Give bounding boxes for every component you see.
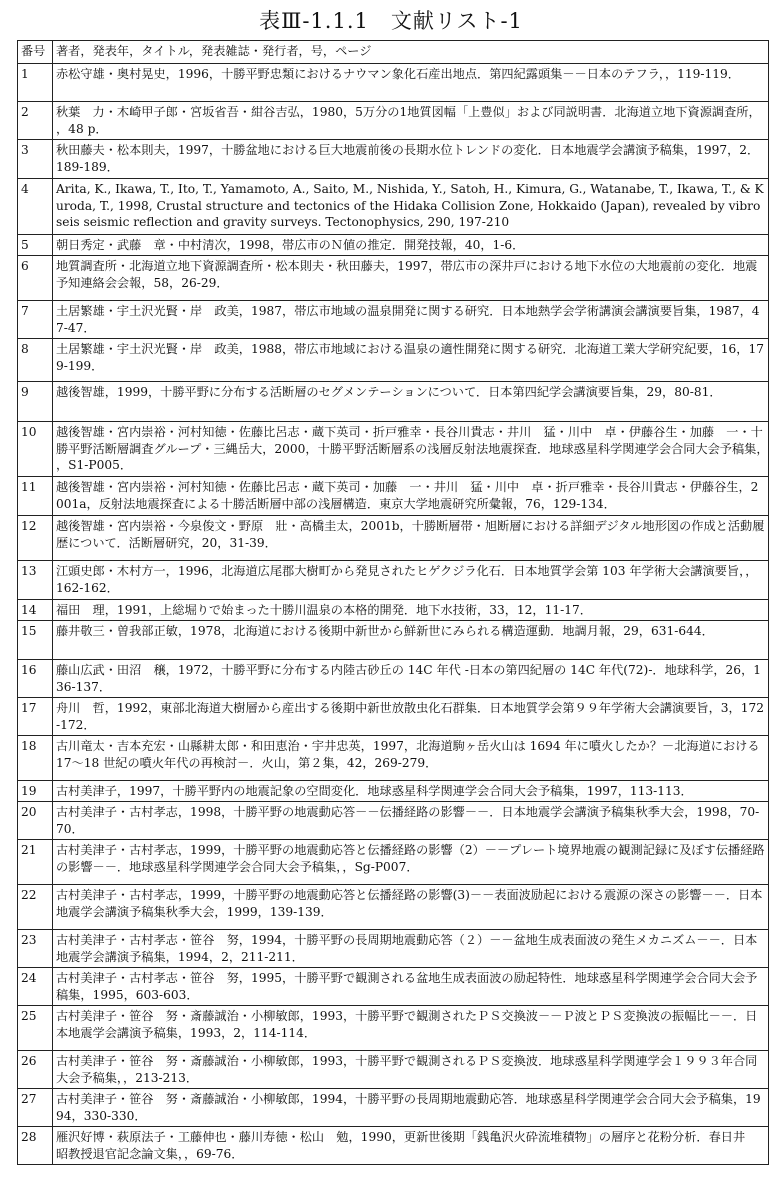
table-row — [18, 1089, 769, 1127]
reference-number: 24 — [18, 968, 53, 1006]
reference-citation: 越後智雄，1999，十勝平野に分布する活断層のセグメンテーションについて．日本第四紀学会講演要旨集，29，80-81． — [53, 382, 769, 422]
reference-number: 2 — [18, 102, 53, 140]
reference-number: 6 — [18, 256, 53, 301]
table-row — [18, 339, 769, 382]
table-row — [18, 179, 769, 235]
reference-number: 17 — [18, 698, 53, 736]
reference-citation: Arita, K., Ikawa, T., Ito, T., Yamamoto, A., Saito, M., Nishida, Y., Satoh, H., Kimura, G., Watanabe, T., Ikawa, T., & Kuroda, T., 1998, Crustal structure and tectonics of the Hidaka Collision Zone, Hokkaido (Japan), revealed by vibroseis seismic reflection and gravity surveys. Tectonophysics, 290, 197-210 — [53, 179, 769, 235]
reference-citation: 地質調査所・北海道立地下資源調査所・松本則夫・秋田藤夫，1997，帯広市の深井戸における地下水位の大地震前の変化．地震予知連絡会会報，58，26-29． — [53, 256, 769, 301]
reference-number: 1 — [18, 64, 53, 102]
table-row — [18, 802, 769, 840]
table-row — [18, 660, 769, 698]
reference-number: 19 — [18, 781, 53, 802]
reference-citation: 古村美津子・笹谷 努・斎藤誠治・小柳敏郎，1993，十勝平野で観測されるＰＳ変換波．地球惑星科学関連学会１９９３年合同大会予稿集，，213-213． — [53, 1051, 769, 1089]
reference-number: 4 — [18, 179, 53, 235]
table-row — [18, 382, 769, 422]
reference-number: 18 — [18, 736, 53, 781]
reference-number: 8 — [18, 339, 53, 382]
reference-citation: 古村美津子・笹谷 努・斎藤誠治・小柳敏郎，1993，十勝平野で観測されたＰＳ交換波－－Ｐ波とＰＳ変換波の振幅比－－．日本地震学会講演予稿集，1993，2，114-114． — [53, 1006, 769, 1051]
table-row — [18, 301, 769, 339]
table-row — [18, 736, 769, 781]
reference-citation: 越後智雄・宮内崇裕・今泉俊文・野原 壯・高橋圭太，2001b，十勝断層帯・旭断層における詳細デジタル地形図の作成と活動履歴について．活断層研究，20，31-39． — [53, 516, 769, 561]
reference-citation: 江頭史郎・木村方一，1996，北海道広尾郡大樹町から発見されたヒゲクジラ化石．日本地質学会第 103 年学術大会講演要旨，，162-162． — [53, 561, 769, 600]
reference-citation: 土居繁雄・宇土沢光賢・岸 政美，1988，帯広市地域における温泉の適性開発に関する研究．北海道工業大学研究紀要，16，179-199． — [53, 339, 769, 382]
reference-number: 13 — [18, 561, 53, 600]
reference-number: 12 — [18, 516, 53, 561]
reference-citation: 土居繁雄・宇土沢光賢・岸 政美，1987，帯広市地域の温泉開発に関する研究．日本地熱学会学術講演会講演要旨集，1987，47-47． — [53, 301, 769, 339]
reference-number: 28 — [18, 1127, 53, 1165]
reference-number: 22 — [18, 885, 53, 930]
reference-citation: 越後智雄・宮内崇裕・河村知徳・佐藤比呂志・蔵下英司・折戸雅幸・長谷川貴志・井川 猛・川中 卓・伊藤谷生・加藤 一・十勝平野活断層調査グループ・三縄岳大，2000，十勝平野活断層系の浅層反射法地震探査．地球惑星科学関連学会合同大会予稿集，，S1-P005． — [53, 422, 769, 477]
reference-citation: 秋田藤夫・松本則夫，1997，十勝盆地における巨大地震前後の長期水位トレンドの変化．日本地震学会講演予稿集，1997，2．189-189． — [53, 140, 769, 179]
reference-citation: 古村美津子・笹谷 努・斎藤誠治・小柳敏郎，1994，十勝平野の長周期地震動応答．地球惑星科学関連学会合同大会予稿集，1994，330-330． — [53, 1089, 769, 1127]
reference-citation: 秋葉 力・木崎甲子郎・宮坂省吾・紺谷吉弘，1980，5万分の1地質図幅「上豊似」および同説明書．北海道立地下資源調査所，，48 p． — [53, 102, 769, 140]
reference-number: 15 — [18, 621, 53, 660]
table-row — [18, 422, 769, 477]
reference-number: 11 — [18, 477, 53, 516]
reference-citation: 古村美津子，1997，十勝平野内の地震記象の空間変化．地球惑星科学関連学会合同大会予稿集，1997，113-113． — [53, 781, 769, 802]
table-row — [18, 1127, 769, 1165]
table-row — [18, 516, 769, 561]
reference-citation: 藤井敬三・曽我部正敏，1978，北海道における後期中新世から鮮新世にみられる構造運動．地調月報，29，631-644． — [53, 621, 769, 660]
table-row — [18, 102, 769, 140]
reference-citation: 古村美津子・古村孝志，1998，十勝平野の地震動応答－－伝播経路の影響－－．日本地震学会講演予稿集秋季大会，1998，70-70． — [53, 802, 769, 840]
reference-citation: 藤山広武・田沼 穣，1972，十勝平野に分布する内陸古砂丘の 14C 年代 -日本の第四紀層の 14C 年代(72)-．地球科学，26，136-137． — [53, 660, 769, 698]
table-row — [18, 235, 769, 256]
reference-number: 16 — [18, 660, 53, 698]
table-row — [18, 621, 769, 660]
table-row — [18, 600, 769, 621]
header-number: 番号 — [18, 41, 53, 64]
reference-number: 3 — [18, 140, 53, 179]
reference-number: 27 — [18, 1089, 53, 1127]
reference-table — [17, 40, 769, 1165]
reference-citation: 朝日秀定・武藤 章・中村清次，1998，帯広市のＮ値の推定．開発技報，40，1-6． — [53, 235, 769, 256]
reference-citation: 古村美津子・古村孝志・笹谷 努，1994，十勝平野の長周期地震動応答（２）－－盆地生成表面波の発生メカニズム－－．日本地震学会講演予稿集，1994，2，211-211． — [53, 930, 769, 968]
reference-citation: 福田 理，1991，上総堀りで始まった十勝川温泉の本格的開発．地下水技術，33，12，11-17． — [53, 600, 769, 621]
table-header-row — [18, 41, 769, 64]
reference-number: 20 — [18, 802, 53, 840]
reference-citation: 雁沢好博・萩原法子・工藤伸也・藤川寿徳・松山 勉，1990，更新世後期「銭亀沢火砕流堆積物」の層序と花粉分析．春日井 昭教授退官記念論文集，，69-76． — [53, 1127, 769, 1165]
reference-citation: 赤松守雄・奥村晃史，1996，十勝平野忠類におけるナウマン象化石産出地点．第四紀露頭集－－日本のテフラ，，119-119． — [53, 64, 769, 102]
reference-citation: 舟川 哲，1992，東部北海道大樹層から産出する後期中新世放散虫化石群集．日本地質学会第９９年学術大会講演要旨，3，172-172． — [53, 698, 769, 736]
table-row — [18, 698, 769, 736]
table-row — [18, 1051, 769, 1089]
reference-citation: 古村美津子・古村孝志，1999，十勝平野の地震動応答と伝播経路の影響（2）－－プレート境界地震の観測記録に及ぼす伝播経路の影響－－．地球惑星科学関連学会合同大会予稿集，，Sg-P007． — [53, 840, 769, 885]
table-row — [18, 930, 769, 968]
reference-number: 9 — [18, 382, 53, 422]
reference-number: 21 — [18, 840, 53, 885]
table-row — [18, 256, 769, 301]
reference-citation: 古村美津子・古村孝志・笹谷 努，1995，十勝平野で観測される盆地生成表面波の励起特性．地球惑星科学関連学会合同大会予稿集，1995，603-603． — [53, 968, 769, 1006]
page-title: 表Ⅲ-1.1.1 文献リスト-1 — [259, 9, 523, 33]
reference-number: 23 — [18, 930, 53, 968]
table-row — [18, 885, 769, 930]
table-row — [18, 781, 769, 802]
table-row — [18, 968, 769, 1006]
reference-number: 5 — [18, 235, 53, 256]
table-row — [18, 1006, 769, 1051]
table-row — [18, 840, 769, 885]
reference-number: 26 — [18, 1051, 53, 1089]
reference-citation: 越後智雄・宮内崇裕・河村知徳・佐藤比呂志・蔵下英司・加藤 一・井川 猛・川中 卓・折戸雅幸・長谷川貴志・伊藤谷生，2001a，反射法地震探査による十勝活断層中部の浅層構造．東京大学地震研究所彙報，76，129-134． — [53, 477, 769, 516]
reference-number: 7 — [18, 301, 53, 339]
table-row — [18, 561, 769, 600]
reference-number: 10 — [18, 422, 53, 477]
table-row — [18, 64, 769, 102]
header-description: 著者，発表年，タイトル，発表雑誌・発行者，号，ページ — [53, 41, 769, 64]
reference-number: 14 — [18, 600, 53, 621]
reference-number: 25 — [18, 1006, 53, 1051]
reference-citation: 古村美津子・古村孝志，1999，十勝平野の地震動応答と伝播経路の影響(3)－－表面波励起における震源の深さの影響－－．日本地震学会講演予稿集秋季大会，1999，139-139． — [53, 885, 769, 930]
reference-table-body — [18, 41, 769, 1165]
table-row — [18, 477, 769, 516]
reference-citation: 古川竜太・吉本充宏・山縣耕太郎・和田恵治・宇井忠英，1997，北海道駒ヶ岳火山は 1694 年に噴火したか？－北海道における 17～18 世紀の噴火年代の再検討－．火山，第２集，42，269-279． — [53, 736, 769, 781]
table-row — [18, 140, 769, 179]
